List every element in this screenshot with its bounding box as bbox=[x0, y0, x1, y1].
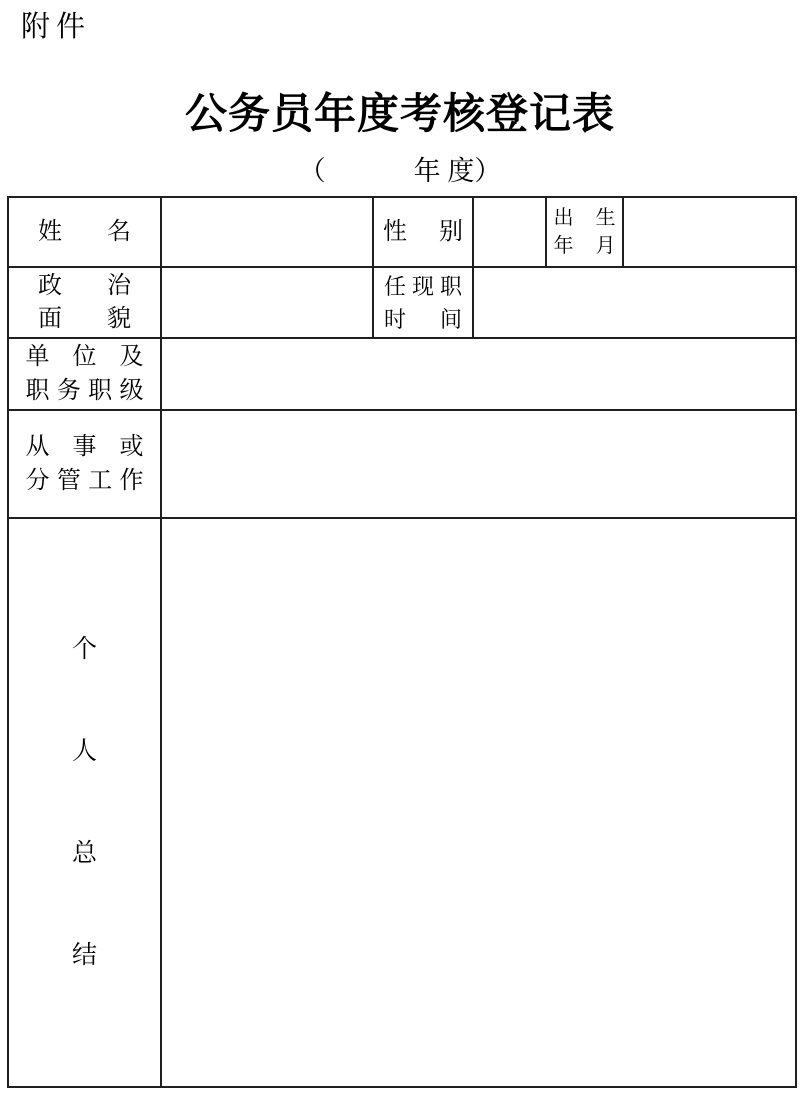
summary-char-2: 人 bbox=[71, 737, 97, 765]
personal-summary-label bbox=[9, 637, 160, 969]
tenure-label-cell bbox=[373, 267, 473, 338]
tenure-value-cell[interactable] bbox=[473, 267, 796, 338]
summary-char-1: 个 bbox=[71, 635, 97, 663]
gender-label-cell bbox=[373, 197, 473, 267]
summary-char-3: 总 bbox=[71, 839, 97, 867]
name-label-cell bbox=[8, 197, 161, 267]
summary-char-4: 结 bbox=[71, 941, 97, 969]
duties-label-line2: 分管工作 bbox=[25, 468, 144, 494]
birth-date-label-line2: 年 月 bbox=[553, 235, 616, 257]
row-name-gender-birth bbox=[8, 197, 796, 267]
subtitle-close-paren: ） bbox=[474, 156, 502, 186]
political-status-value-cell[interactable] bbox=[161, 267, 373, 338]
attachment-label: 附件 bbox=[21, 11, 92, 43]
unit-position-label-line1: 单 位 及 bbox=[25, 344, 144, 370]
row-political-tenure bbox=[8, 267, 796, 338]
personal-summary-label-cell bbox=[8, 518, 161, 1087]
tenure-label-line2: 时 间 bbox=[384, 306, 462, 332]
duties-value-cell[interactable] bbox=[161, 410, 796, 518]
name-value-cell[interactable] bbox=[161, 197, 373, 267]
subtitle-open-paren: （ bbox=[298, 156, 326, 186]
unit-position-value-cell[interactable] bbox=[161, 338, 796, 410]
personal-summary-value-cell[interactable] bbox=[161, 518, 796, 1087]
birth-date-value-cell[interactable] bbox=[623, 197, 796, 267]
unit-position-label-line2: 职务职级 bbox=[25, 378, 144, 404]
row-personal-summary bbox=[8, 518, 796, 1087]
birth-date-label-line1: 出 生 bbox=[553, 207, 616, 229]
political-status-label-line1: 政 治 bbox=[38, 272, 131, 299]
political-status-label-line2: 面 貌 bbox=[38, 305, 131, 332]
form-year-subtitle bbox=[0, 155, 800, 187]
duties-label-line1: 从 事 或 bbox=[25, 434, 144, 460]
name-label: 姓 名 bbox=[38, 218, 131, 245]
subtitle-year-text: 年 度 bbox=[413, 156, 475, 186]
assessment-form-table bbox=[7, 196, 797, 1088]
tenure-label-line1: 任现职 bbox=[384, 273, 462, 299]
birth-date-label-cell bbox=[546, 197, 623, 267]
row-duties bbox=[8, 410, 796, 518]
row-unit-position bbox=[8, 338, 796, 410]
gender-label: 性 别 bbox=[383, 218, 463, 245]
form-title: 公务员年度考核登记表 bbox=[184, 92, 615, 138]
duties-label-cell bbox=[8, 410, 161, 518]
political-status-label-cell bbox=[8, 267, 161, 338]
gender-value-cell[interactable] bbox=[473, 197, 546, 267]
unit-position-label-cell bbox=[8, 338, 161, 410]
